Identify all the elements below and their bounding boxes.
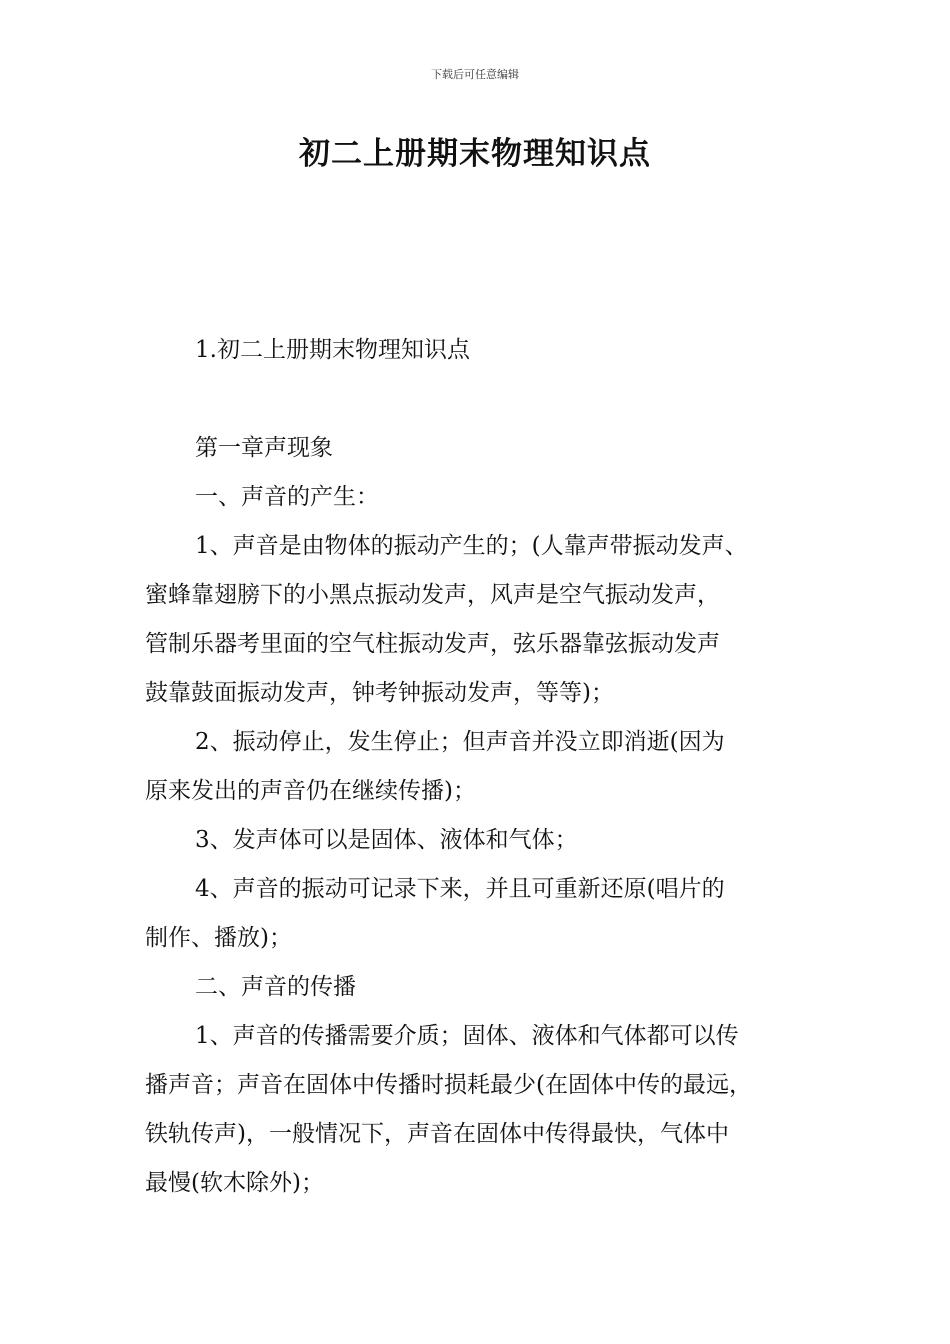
chapter-heading: 第一章声现象 <box>195 435 333 461</box>
paragraph-line: 1、声音的传播需要介质；固体、液体和气体都可以传 <box>195 1023 739 1049</box>
paragraph-line: 3、发声体可以是固体、液体和气体； <box>195 827 578 853</box>
header-note: 下载后可任意编辑 <box>431 68 519 81</box>
subsection-heading: 二、声音的传播 <box>195 974 356 1000</box>
paragraph-line: 管制乐器考里面的空气柱振动发声，弦乐器靠弦振动发声 <box>145 631 720 657</box>
paragraph-line: 最慢(软木除外)； <box>145 1170 324 1196</box>
paragraph-line: 原来发出的声音仍在继续传播)； <box>145 778 476 804</box>
section-heading: 1.初二上册期末物理知识点 <box>195 337 470 363</box>
paragraph-line: 制作、播放)； <box>145 925 292 951</box>
paragraph-line: 鼓靠鼓面振动发声，钟考钟振动发声，等等)； <box>145 680 614 706</box>
section-heading-block <box>145 326 825 375</box>
paragraph-line: 1、声音是由物体的振动产生的；(人靠声带振动发声、 <box>195 533 748 559</box>
document-title: 初二上册期末物理知识点 <box>299 136 651 172</box>
paragraph-line: 铁轨传声)，一般情况下，声音在固体中传得最快，气体中 <box>145 1121 729 1147</box>
subsection-heading: 一、声音的产生： <box>195 484 379 510</box>
paragraph-line: 4、声音的振动可记录下来，并且可重新还原(唱片的 <box>195 876 725 902</box>
paragraph-line: 播声音；声音在固体中传播时损耗最少(在固体中传的最远， <box>145 1072 752 1098</box>
paragraph-line: 2、振动停止，发生停止；但声音并没立即消逝(因为 <box>195 729 725 755</box>
paragraph-line: 蜜蜂靠翅膀下的小黑点振动发声，风声是空气振动发声， <box>145 582 720 608</box>
document-body <box>145 424 825 1208</box>
